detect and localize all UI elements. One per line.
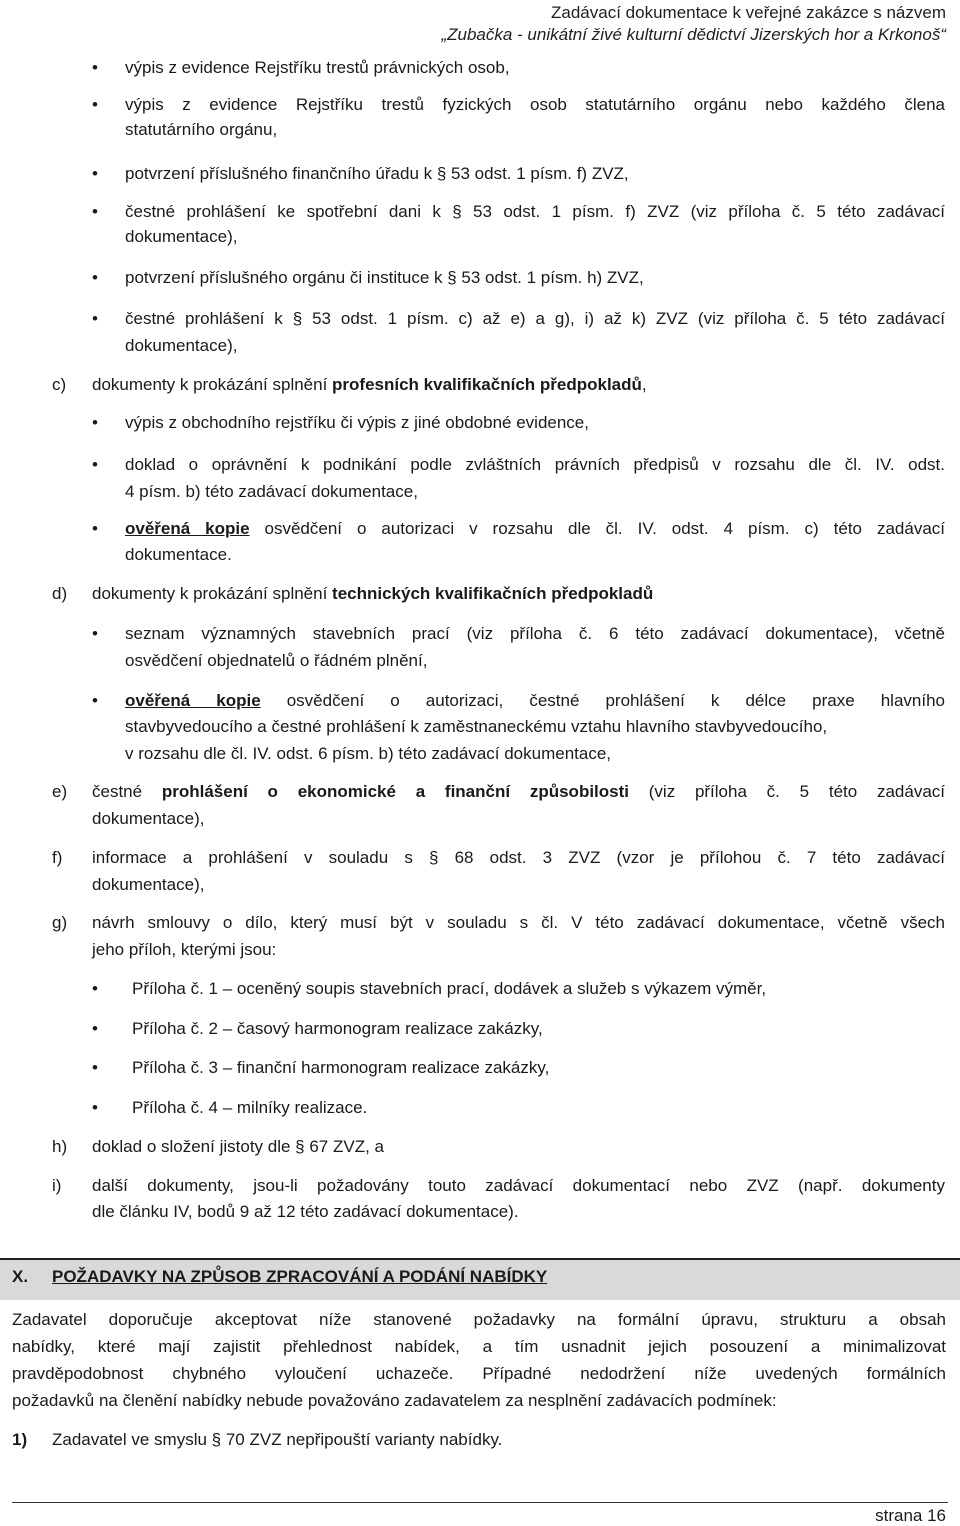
page-number: strana 16 — [875, 1506, 946, 1525]
list-item-cont: dokumentace), — [125, 336, 238, 355]
list-item-cont: stavbyvedoucího a čestné prohlášení k zaměstnaneckému vztahu hlavního stavbyvedoucího, — [125, 717, 828, 736]
item-c-heading: dokumenty k prokázání splnění profesních kvalifikačních předpokladů, — [92, 375, 647, 394]
point-text: Zadavatel ve smyslu § 70 ZVZ nepřipouští varianty nabídky. — [52, 1430, 503, 1449]
item-f-cont: dokumentace), — [92, 875, 205, 894]
section-paragraph-line: požadavků na členění nabídky nebude považováno zadavatelem za nesplnění zadávacích podmínek: — [12, 1391, 777, 1410]
bullet-marker — [92, 160, 98, 187]
list-item: čestné prohlášení k § 53 odst. 1 písm. c) až e) a g), i) až k) ZVZ (viz příloha č. 5 této zadávací — [125, 309, 945, 328]
list-item-cont: v rozsahu dle čl. IV. odst. 6 písm. b) této zadávací dokumentace, — [125, 744, 612, 763]
bullet-marker — [92, 975, 98, 1002]
bullet-marker — [92, 305, 98, 332]
bullet-marker — [92, 409, 98, 436]
list-item: ověřená kopie osvědčení o autorizaci, čestné prohlášení k délce praxe hlavního — [125, 691, 946, 710]
bullet-marker — [92, 451, 98, 478]
bullet-marker — [92, 515, 98, 542]
section-number: X. — [12, 1267, 29, 1286]
footer-rule — [12, 1502, 948, 1503]
item-label-c: c) — [52, 375, 67, 394]
list-item: výpis z evidence Rejstříku trestů fyzických osob statutárního orgánu nebo každého člena — [125, 95, 945, 114]
bullet-marker — [92, 620, 98, 647]
annex-item: Příloha č. 1 – oceněný soupis stavebních prací, dodávek a služeb s výkazem výměr, — [132, 979, 767, 998]
item-i-text: další dokumenty, jsou-li požadovány touto zadávací dokumentací nebo ZVZ (např. dokumenty — [92, 1176, 945, 1195]
list-item: ověřená kopie osvědčení o autorizaci v rozsahu dle čl. IV. odst. 4 písm. c) této zadávací — [125, 519, 945, 538]
section-paragraph-line: Zadavatel doporučuje akceptovat níže stanovené požadavky na formální úpravu, strukturu a obsah — [12, 1310, 946, 1329]
bullet-marker — [92, 1094, 98, 1121]
item-g-cont: jeho příloh, kterými jsou: — [92, 940, 277, 959]
header-line-2: „Zubačka - unikátní živé kulturní dědictví Jizerských hor a Krkonoš“ — [441, 25, 946, 44]
list-item: potvrzení příslušného finančního úřadu k § 53 odst. 1 písm. f) ZVZ, — [125, 164, 629, 183]
list-item-cont: osvědčení objednatelů o řádném plnění, — [125, 651, 428, 670]
section-heading — [0, 1258, 960, 1300]
item-label-e: e) — [52, 782, 68, 801]
item-i-cont: dle článku IV, bodů 9 až 12 této zadávací dokumentace). — [92, 1202, 519, 1221]
item-label-h: h) — [52, 1137, 68, 1156]
item-f-text: informace a prohlášení v souladu s § 68 odst. 3 ZVZ (vzor je přílohou č. 7 této zadávací — [92, 848, 945, 867]
annex-item: Příloha č. 2 – časový harmonogram realizace zakázky, — [132, 1019, 543, 1038]
item-g-text: návrh smlouvy o dílo, který musí být v souladu s čl. V této zadávací dokumentace, včetně všech — [92, 913, 945, 932]
list-item-cont: 4 písm. b) této zadávací dokumentace, — [125, 482, 418, 501]
item-label-g: g) — [52, 913, 68, 932]
section-paragraph-line: nabídky, které mají zajistit přehlednost nabídek, a tím usnadnit jejich posouzení a minimalizovat — [12, 1337, 946, 1356]
item-e-cont: dokumentace), — [92, 809, 205, 828]
item-h-text: doklad o složení jistoty dle § 67 ZVZ, a — [92, 1137, 384, 1156]
list-item: seznam významných stavebních prací (viz příloha č. 6 této zadávací dokumentace), včetně — [125, 624, 945, 643]
list-item: čestné prohlášení ke spotřební dani k § 53 odst. 1 písm. f) ZVZ (viz příloha č. 5 této zadávací — [125, 202, 945, 221]
annex-item: Příloha č. 3 – finanční harmonogram realizace zakázky, — [132, 1058, 550, 1077]
list-item: doklad o oprávnění k podnikání podle zvláštních právních předpisů v rozsahu dle čl. IV. odst. — [125, 455, 945, 474]
bullet-marker — [92, 198, 98, 225]
point-number: 1) — [12, 1430, 28, 1449]
annex-item: Příloha č. 4 – milníky realizace. — [132, 1098, 368, 1117]
header-line-1: Zadávací dokumentace k veřejné zakázce s názvem — [551, 3, 946, 22]
bullet-marker — [92, 91, 98, 118]
item-e-text: čestné prohlášení o ekonomické a finanční způsobilosti (viz příloha č. 5 této zadávací — [92, 782, 945, 801]
item-label-d: d) — [52, 584, 68, 603]
list-item-cont: statutárního orgánu, — [125, 120, 278, 139]
bullet-marker — [92, 687, 98, 714]
section-paragraph-line: pravděpodobnost chybného vyloučení uchazeče. Případné nedodržení níže uvedených formálních — [12, 1364, 946, 1383]
bullet-marker — [92, 1054, 98, 1081]
list-item-cont: dokumentace), — [125, 227, 238, 246]
list-item: výpis z evidence Rejstříku trestů právnických osob, — [125, 58, 510, 77]
section-title: POŽADAVKY NA ZPŮSOB ZPRACOVÁNÍ A PODÁNÍ NABÍDKY — [52, 1267, 548, 1286]
bullet-marker — [92, 264, 98, 291]
document-header — [441, 2, 946, 46]
bullet-marker — [92, 1015, 98, 1042]
item-label-f: f) — [52, 848, 63, 867]
item-label-i: i) — [52, 1176, 62, 1195]
list-item: výpis z obchodního rejstříku či výpis z jiné obdobné evidence, — [125, 413, 589, 432]
bullet-marker — [92, 54, 98, 81]
item-d-heading: dokumenty k prokázání splnění technických kvalifikačních předpokladů — [92, 584, 654, 603]
list-item: potvrzení příslušného orgánu či instituce k § 53 odst. 1 písm. h) ZVZ, — [125, 268, 644, 287]
list-item-cont: dokumentace. — [125, 545, 232, 564]
